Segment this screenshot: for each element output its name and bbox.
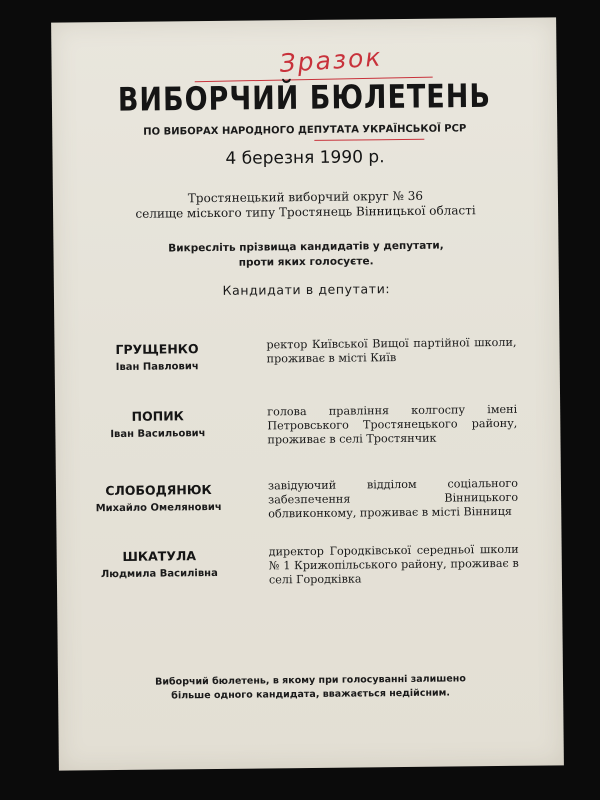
candidate-row xyxy=(56,478,562,543)
candidate-name: Іван Васильович xyxy=(110,428,206,441)
ballot-title: ВИБОРЧИЙ БЮЛЕТЕНЬ xyxy=(117,77,492,120)
district-info xyxy=(53,187,558,222)
candidate-surname: СЛОБОДЯНЮК xyxy=(105,482,212,499)
footer-line-2: більше одного кандидата, вважається недійсним. xyxy=(171,687,451,702)
voting-instruction xyxy=(53,237,558,272)
candidate-name: Людмила Василівна xyxy=(100,567,218,581)
candidate-description: завідуючий відділом соціального забезпечення Вінницького облвиконкому, проживає в місті Вінниця xyxy=(267,476,519,521)
candidate-description: голова правління колгоспу імені Петровського Тростянецького району, проживає в селі Тростянчик xyxy=(267,402,518,447)
instruction-line-2: проти яких голосуєте. xyxy=(238,255,374,269)
ballot-paper xyxy=(51,17,564,770)
candidates-header: Кандидати в депутати: xyxy=(222,281,391,298)
district-line-2: селище міського типу Тростянець Вінницької області xyxy=(135,203,476,221)
candidate-surname: ПОПИК xyxy=(131,408,184,424)
candidate-row xyxy=(54,337,560,402)
candidate-description: ректор Київської Вищої партійної школи, проживає в місті Київ xyxy=(266,335,517,366)
candidate-row xyxy=(57,544,563,609)
election-date: 4 березня 1990 р. xyxy=(225,147,385,169)
instruction-line-1: Викресліть прізвища кандидатів у депутати, xyxy=(168,239,444,255)
invalid-ballot-note xyxy=(58,671,563,704)
candidate-name: Михайло Омелянович xyxy=(95,501,222,515)
candidate-name: Іван Павлович xyxy=(115,361,199,374)
candidate-surname: ШКАТУЛА xyxy=(122,548,197,564)
candidate-row xyxy=(55,404,561,469)
candidate-description: директор Городківської середньої школи № 1 Крижопільського району, проживає в селі Городківка xyxy=(268,542,519,587)
sample-stamp: Зразок xyxy=(278,42,384,78)
district-line-1: Тростянецький виборчий округ № 36 xyxy=(187,188,424,206)
candidate-surname: ГРУЩЕНКО xyxy=(115,341,199,358)
ballot-subtitle: ПО ВИБОРАХ НАРОДНОГО ДЕПУТАТА УКРАЇНСЬКОЇ РСР xyxy=(143,123,467,138)
subtitle-underline xyxy=(314,139,424,141)
footer-line-1: Виборчий бюлетень, в якому при голосуванні залишено xyxy=(155,673,466,688)
